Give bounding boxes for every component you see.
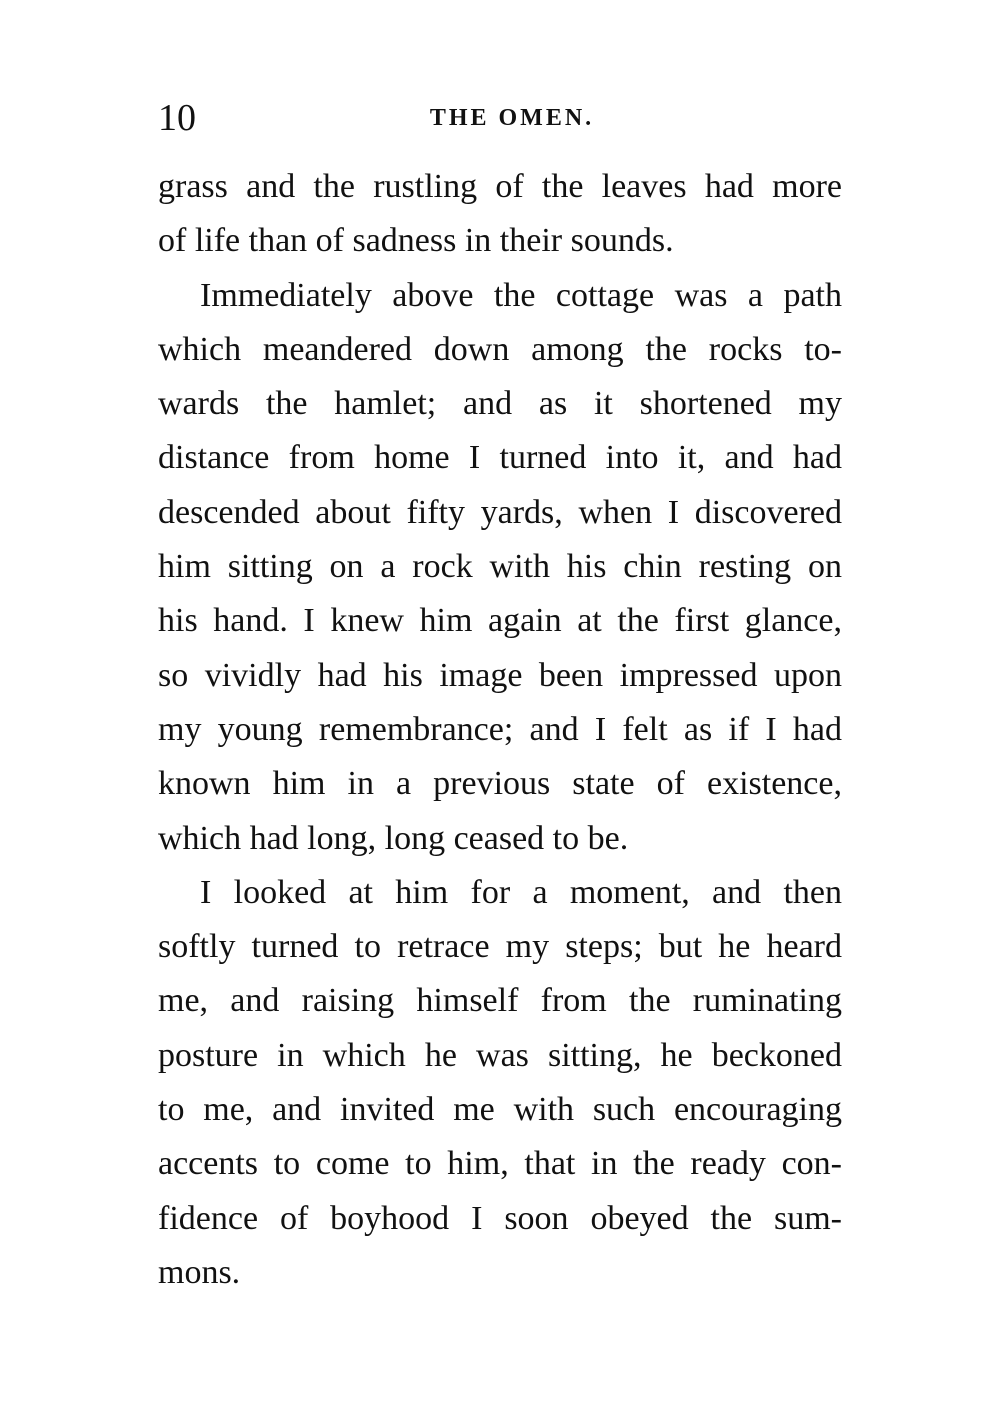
text-line: him sitting on a rock with his chin resting on bbox=[158, 548, 842, 586]
text-line: which meandered down among the rocks to- bbox=[158, 330, 842, 368]
text-line: wards the hamlet; and as it shortened my bbox=[158, 385, 842, 423]
text-line: me, and raising himself from the ruminating bbox=[158, 982, 842, 1020]
text-line: my young remembrance; and I felt as if I had bbox=[158, 710, 842, 748]
text-line: which had long, long ceased to be. bbox=[158, 819, 629, 857]
text-line: descended about fifty yards, when I discovered bbox=[158, 493, 842, 531]
running-head bbox=[158, 94, 842, 142]
text-line: of life than of sadness in their sounds. bbox=[158, 222, 674, 260]
text-line: Immediately above the cottage was a path bbox=[200, 276, 842, 314]
text-line: fidence of boyhood I soon obeyed the sum- bbox=[158, 1199, 842, 1237]
text-line: his hand. I knew him again at the first glance, bbox=[158, 602, 842, 640]
text-line: mons. bbox=[158, 1253, 241, 1291]
text-line: grass and the rustling of the leaves had more bbox=[158, 168, 842, 205]
text-line: so vividly had his image been impressed upon bbox=[158, 656, 842, 694]
text-line: softly turned to retrace my steps; but he heard bbox=[158, 928, 842, 966]
text-line: I looked at him for a moment, and then bbox=[200, 873, 842, 911]
text-line: accents to come to him, that in the ready con- bbox=[158, 1145, 842, 1183]
text-line: known him in a previous state of existence, bbox=[158, 765, 842, 803]
page-number: 10 bbox=[158, 97, 196, 139]
text-line: to me, and invited me with such encouraging bbox=[158, 1091, 842, 1129]
text-line: distance from home I turned into it, and had bbox=[158, 439, 842, 477]
body-text bbox=[158, 160, 842, 1300]
running-title: THE OMEN. bbox=[429, 105, 595, 131]
text-line: posture in which he was sitting, he beckoned bbox=[158, 1036, 842, 1074]
